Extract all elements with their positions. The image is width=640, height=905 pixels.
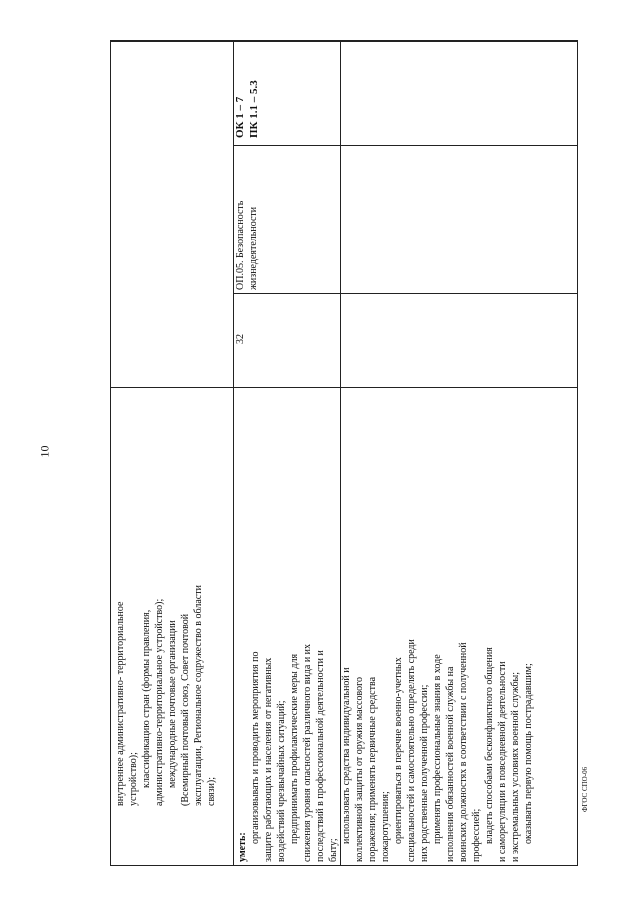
- row-divider: [111, 41, 577, 42]
- text-line: владеть способами бесконфликтного общения: [484, 647, 495, 844]
- knowledge-continuation: [114, 486, 218, 806]
- hours-value: 32: [235, 334, 246, 344]
- skills-heading: уметь:: [237, 832, 248, 862]
- text-line: классификацию стран (формы правления,: [141, 609, 152, 788]
- competency-line: ОК 1 – 7: [234, 96, 246, 138]
- text-line: исполнения обязанностей военной службы на: [445, 666, 456, 862]
- text-line: ориентироваться в перечне военно-учетных: [393, 657, 404, 844]
- discipline-line: жизнедеятельности: [248, 206, 259, 290]
- text-line: них родственные полученной профессии;: [419, 684, 430, 862]
- text-line: предпринимать профилактические меры для: [289, 653, 300, 844]
- page-number: 10: [37, 445, 52, 458]
- row-divider: [233, 293, 577, 294]
- text-line: использовать средства индивидуальной и: [341, 667, 352, 844]
- skills-list: [236, 482, 535, 862]
- text-line: коллективной защиты от оружия массового: [354, 677, 365, 862]
- text-line: связи);: [206, 776, 217, 806]
- text-line: оказывать первую помощь пострадавшим;: [523, 663, 534, 844]
- text-line: и саморегуляции в повседневной деятельности: [497, 661, 508, 862]
- discipline-cell: [234, 150, 260, 290]
- text-line: международные почтовые организации: [167, 620, 178, 788]
- row-divider: [233, 145, 577, 146]
- text-line: поражения; применять первичные средства: [367, 676, 378, 862]
- text-line: специальностей и самостоятельно определять среди: [406, 639, 417, 862]
- text-line: быту;: [328, 838, 339, 862]
- document-footer: ФГОС СПО-06: [581, 766, 589, 812]
- text-line: эксплуатации, Региональное содружество в области: [193, 585, 204, 806]
- text-line: воздействий чрезвычайных ситуаций;: [276, 700, 287, 862]
- text-line: устройство);: [128, 752, 139, 806]
- text-line: и экстремальных условиях военной службы;: [510, 671, 521, 862]
- text-line: профессией;: [471, 808, 482, 862]
- discipline-line: ОП.05. Безопасность: [235, 200, 246, 290]
- text-line: последствий в профессиональной деятельности и: [315, 650, 326, 862]
- text-line: организовывать и проводить мероприятия по: [250, 651, 261, 844]
- competencies-cell: [233, 38, 261, 138]
- text-line: применять профессиональные знания в ходе: [432, 654, 443, 844]
- row-divider: [111, 387, 577, 388]
- text-line: воинских должностях в соответствии с полученной: [458, 642, 469, 862]
- text-line: внутреннее административно- территориальное: [115, 601, 126, 806]
- text-line: административно-территориальное устройство);: [154, 598, 165, 806]
- text-line: (Всемирный почтовый союз, Совет почтовой: [180, 613, 191, 806]
- text-line: защите работающих и населения от негативных: [263, 657, 274, 862]
- competency-line: ПК 1.1 – 5.3: [248, 80, 260, 138]
- hours-cell: [234, 304, 247, 344]
- text-line: пожаротушения;: [380, 791, 391, 862]
- text-line: снижения уровня опасностей различного вида и их: [302, 643, 313, 862]
